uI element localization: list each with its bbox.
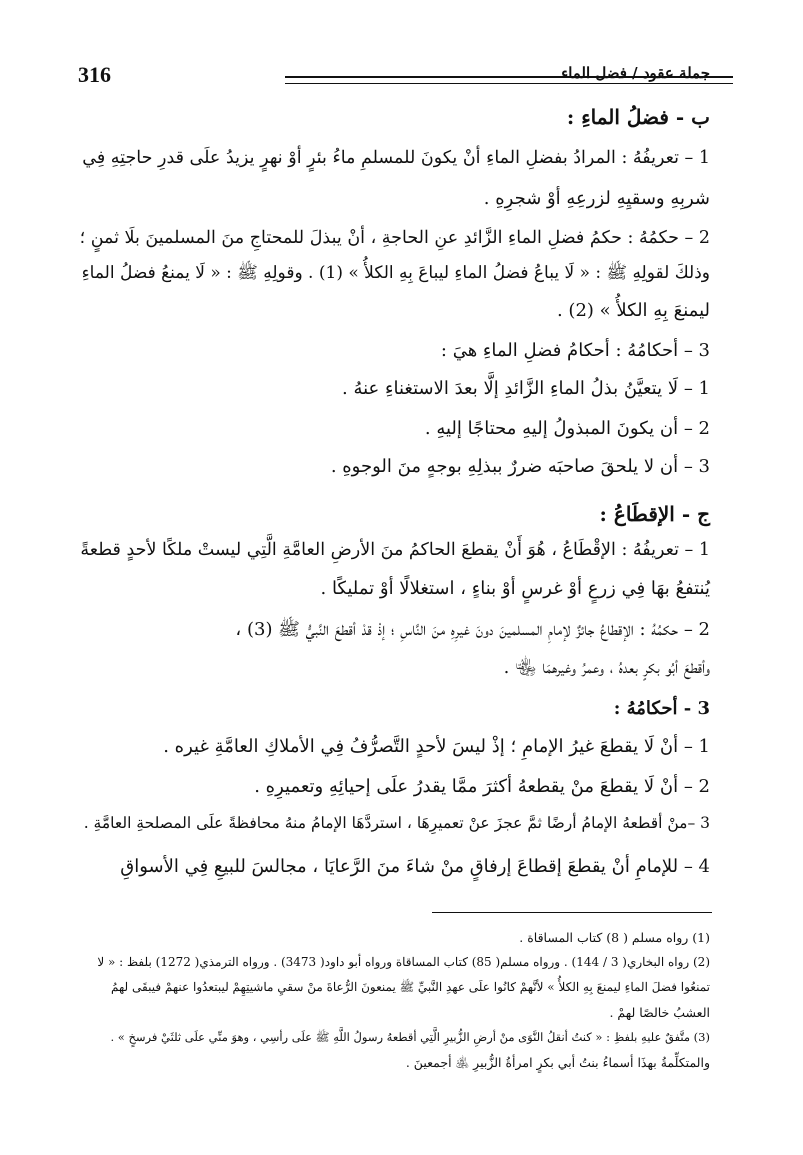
paragraph-line: وذلكَ لقولِهِ ﷺ : « لَا يباعُ فضلُ الماءِ ليباعَ بِهِ الكلأُ » (1) . وقولِهِ ﷺ : « لَا يمنعُ فضلُ الماءِ bbox=[81, 263, 710, 283]
paragraph-line: ليمنعَ بِهِ الكلأُ » (2) . bbox=[556, 300, 710, 321]
list-item: 4 – للإمامِ أنْ يقطعَ إقطاعَ إرفاقٍ منْ شاءَ منَ الرَّعايَا ، مجالسَ للبيعِ فِي الأسواقِ bbox=[120, 856, 710, 877]
subheading: 3 - أحكامُهُ : bbox=[613, 698, 710, 719]
section-heading-b: ب - فضلُ الماءِ : bbox=[566, 105, 710, 129]
section-heading-j: ج - الإقطَاعُ : bbox=[599, 502, 710, 526]
paragraph-line: 1 – تعريفُهُ : المرادُ بفضلِ الماءِ أنْ يكونَ للمسلمِ ماءُ بئرٍ أوْ نهرٍ يزيدُ علَى قدرِ حاجتِهِ فِي bbox=[82, 148, 710, 168]
paragraph-line: 2 – حكمُهُ : حكمُ فضلِ الماءِ الزَّائدِ عنِ الحاجةِ ، أنْ يبذلَ للمحتاجِ منَ المسلمينَ بلَا ثمنٍ ؛ bbox=[79, 228, 710, 248]
footnote-2: (2) رواه البخاري( 3 / 144) . ورواه مسلم( 85) كتاب المساقاة ورواه أبو داود( 3473) . ورواه الترمذي( 1272) بلفظ : « لا bbox=[97, 955, 710, 969]
list-item: 1 – لَا يتعيَّنُ بذلُ الماءِ الزَّائدِ إلَّا بعدَ الاستغناءِ عنهُ . bbox=[342, 378, 710, 399]
footnote-1: (1) رواه مسلم ( 8) كتاب المساقاة . bbox=[519, 930, 710, 945]
footnote-2-cont: العشبُ خالصًا لهمْ . bbox=[609, 1005, 710, 1020]
footnote-divider bbox=[432, 912, 712, 913]
list-item: 3 – أن لا يلحقَ صاحبَه ضررٌ ببذلِهِ بوجهٍ منَ الوجوهِ . bbox=[330, 456, 710, 477]
running-title: جملة عقود / فضل الماء bbox=[561, 64, 710, 82]
paragraph-line: 1 – تعريفُهُ : الإقْطَاعُ ، هُوَ أَنْ يقطعَ الحاكمُ منَ الأرضِ العامَّةِ الَّتِي ليستْ ملكًا لأحدٍ قطعةً bbox=[80, 540, 710, 560]
paragraph-line: يُنتفعُ بهَا فِي زرعٍ أوْ غرسٍ أوْ بناءٍ ، استغلالًا أوْ تمليكًا . bbox=[320, 578, 710, 599]
list-item: 2 – أنْ لَا يقطعَ منْ يقطعهُ أكثرَ ممَّا يقدرُ علَى إحيائِهِ وتعميرِهِ . bbox=[254, 776, 710, 797]
paragraph-line: شربِهِ وسقيِهِ لزرعِهِ أوْ شجرِهِ . bbox=[483, 188, 710, 209]
paragraph-line: 3 – أحكامُهُ : أحكامُ فضلِ الماءِ هيَ : bbox=[440, 340, 710, 361]
footnote-2-cont: تمنعُوا فضلَ الماءِ ليمنعَ بِهِ الكلأُ » لأنَّهمْ كانُوا علَى عهدِ النَّبيِّ ﷺ يمنعونَ الرُّعاةَ منْ سقيِ ماشيتِهِمْ ليبتعدُوا عنهمْ فيبقَى لهمُ bbox=[111, 980, 710, 994]
paragraph-line: وأقطعَ أبُو بكرٍ بعدهُ ، وعمرُ وغيرهمَا ﵄ . bbox=[503, 657, 710, 678]
page-number: 316 bbox=[78, 62, 111, 87]
list-item: 1 – أنْ لَا يقطعَ غيرُ الإمامِ ؛ إذْ ليسَ لأحدٍ التَّصرُّفُ فِي الأملاكِ العامَّةِ غيره . bbox=[163, 736, 710, 757]
page-header bbox=[70, 58, 710, 88]
paragraph-line: 2 – حكمُهُ : الإقطاعُ جائزٌ لإمامِ المسلمينَ دونَ غيرِهِ منَ النَّاسِ ؛ إذْ قدْ أقطعَ النَّبيُّ ﷺ (3) ، bbox=[235, 619, 710, 640]
list-item: 2 – أن يكونَ المبذولُ إليهِ محتاجًا إليهِ . bbox=[424, 418, 710, 439]
list-item: 3 –منْ أقطعهُ الإمامُ أرضًا ثمَّ عجزَ عنْ تعميرِهَا ، استردَّهَا الإمامُ منهُ محافظةً علَى المصلحةِ العامَّةِ . bbox=[83, 814, 710, 832]
footnote-3-cont: والمتكلِّمةُ بهذَا أسماءُ بنتُ أبي بكرٍ امرأةُ الزُّبيرِ ﵁ أجمعينَ . bbox=[405, 1055, 710, 1070]
footnote-3: (3) متَّفقٌ عليهِ بلفظِ : « كنتُ أنقلُ النَّوَى منْ أرضِ الزُّبيرِ الَّتِي أقطعهُ رسولُ اللَّهِ ﷺ علَى رأسِي ، وهوَ منِّي علَى ثلثَيْ فرسخٍ » . bbox=[110, 1030, 710, 1044]
